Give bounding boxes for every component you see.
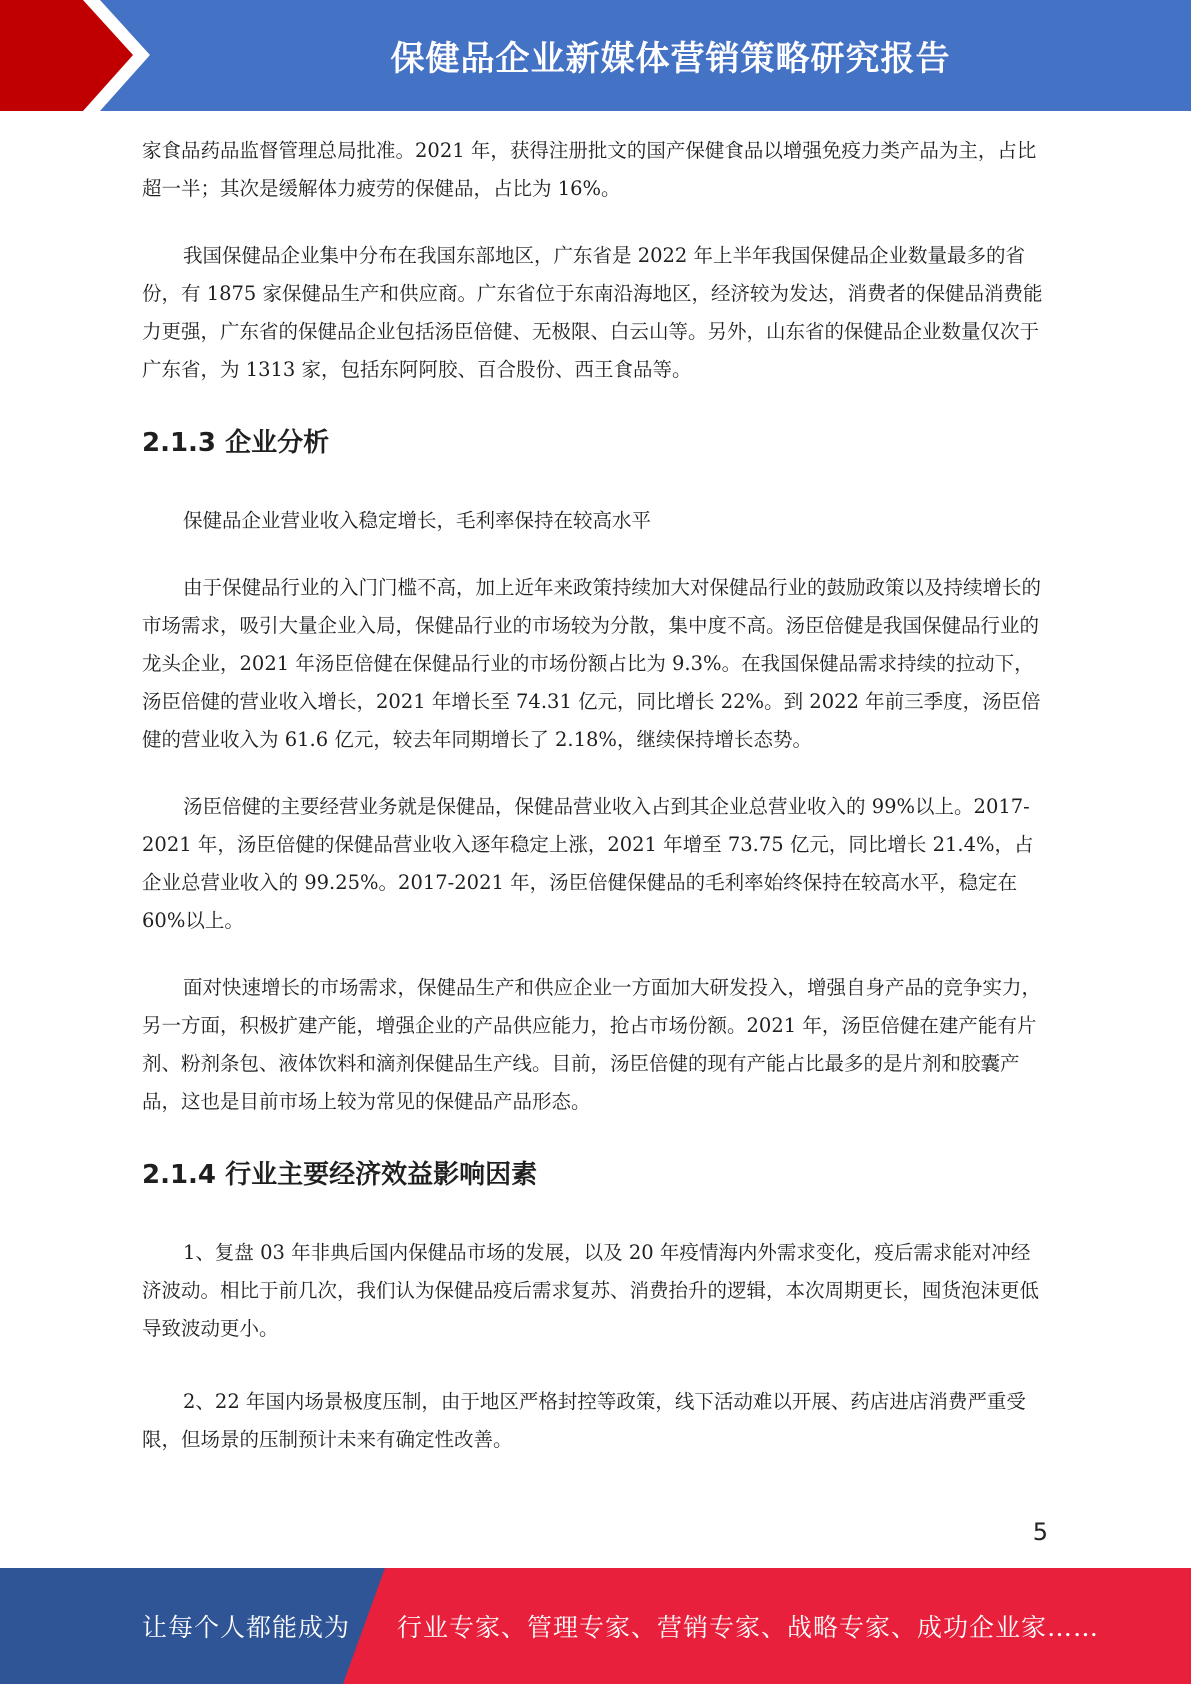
document-title: 保健品企业新媒体营销策略研究报告: [390, 39, 951, 79]
paragraph: 汤臣倍健的主要经营业务就是保健品，保健品营业收入占到其企业总营业收入的 99%以上。2017-2021 年，汤臣倍健的保健品营业收入逐年稳定上涨，2021 年增至 73.75 亿元，同比增长 21.4%，占企业总营业收入的 99.25%。2017-2021 年，汤臣倍健保健品的毛利率始终保持在较高水平，稳定在 60%以上。: [142, 795, 1034, 932]
paragraph: 2、22 年国内场景极度压制，由于地区严格封控等政策，线下活动难以开展、药店进店消费严重受限，但场景的压制预计未来有确定性改善。: [142, 1390, 1026, 1451]
paragraph: 1、复盘 03 年非典后国内保健品市场的发展，以及 20 年疫情海内外需求变化，疫后需求能对冲经济波动。相比于前几次，我们认为保健品疫后需求复苏、消费抬升的逻辑，本次周期更长，囤货泡沫更低导致波动更小。: [142, 1241, 1040, 1340]
header-banner: [0, 0, 1191, 111]
red-arrow-shape: [0, 0, 150, 111]
paragraph-subtitle: 保健品企业营业收入稳定增长，毛利率保持在较高水平: [183, 509, 652, 532]
paragraph: 家食品药品监督管理总局批准。2021 年，获得注册批文的国产保健食品以增强免疫力类产品为主，占比超一半；其次是缓解体力疲劳的保健品，占比为 16%。: [142, 139, 1037, 200]
section-heading-2-1-3: 2.1.3 企业分析: [142, 428, 330, 458]
paragraph: 由于保健品行业的入门门槛不高，加上近年来政策持续加大对保健品行业的鼓励政策以及持续增长的市场需求，吸引大量企业入局，保健品行业的市场较为分散，集中度不高。汤臣倍健是我国保健品行业的龙头企业，2021 年汤臣倍健在保健品行业的市场份额占比为 9.3%。在我国保健品需求持续的拉动下，汤臣倍健的营业收入增长，2021 年增长至 74.31 亿元，同比增长 22%。到 2022 年前三季度，汤臣倍健的营业收入为 61.6 亿元，较去年同期增长了 2.18%，继续保持增长态势。: [142, 576, 1042, 751]
section-heading-2-1-4: 2.1.4 行业主要经济效益影响因素: [142, 1160, 538, 1190]
paragraph: 我国保健品企业集中分布在我国东部地区，广东省是 2022 年上半年我国保健品企业数量最多的省份，有 1875 家保健品生产和供应商。广东省位于东南沿海地区，经济较为发达，消费者的保健品消费能力更强，广东省的保健品企业包括汤臣倍健、无极限、白云山等。另外，山东省的保健品企业数量仅次于广东省，为 1313 家，包括东阿阿胶、百合股份、西王食品等。: [142, 244, 1043, 381]
footer-banner: [0, 1568, 1191, 1684]
footer-slogan-left: 让每个人都能成为: [142, 1613, 351, 1642]
page-number: 5: [1032, 1518, 1048, 1546]
footer-slogan-right: 行业专家、管理专家、营销专家、战略专家、成功企业家……: [397, 1613, 1100, 1642]
page-content: [142, 132, 1047, 1459]
paragraph: 面对快速增长的市场需求，保健品生产和供应企业一方面加大研发投入，增强自身产品的竞争实力，另一方面，积极扩建产能，增强企业的产品供应能力，抢占市场份额。2021 年，汤臣倍健在建产能有片剂、粉剂条包、液体饮料和滴剂保健品生产线。目前，汤臣倍健的现有产能占比最多的是片剂和胶囊产品，这也是目前市场上较为常见的保健品产品形态。: [142, 976, 1042, 1113]
